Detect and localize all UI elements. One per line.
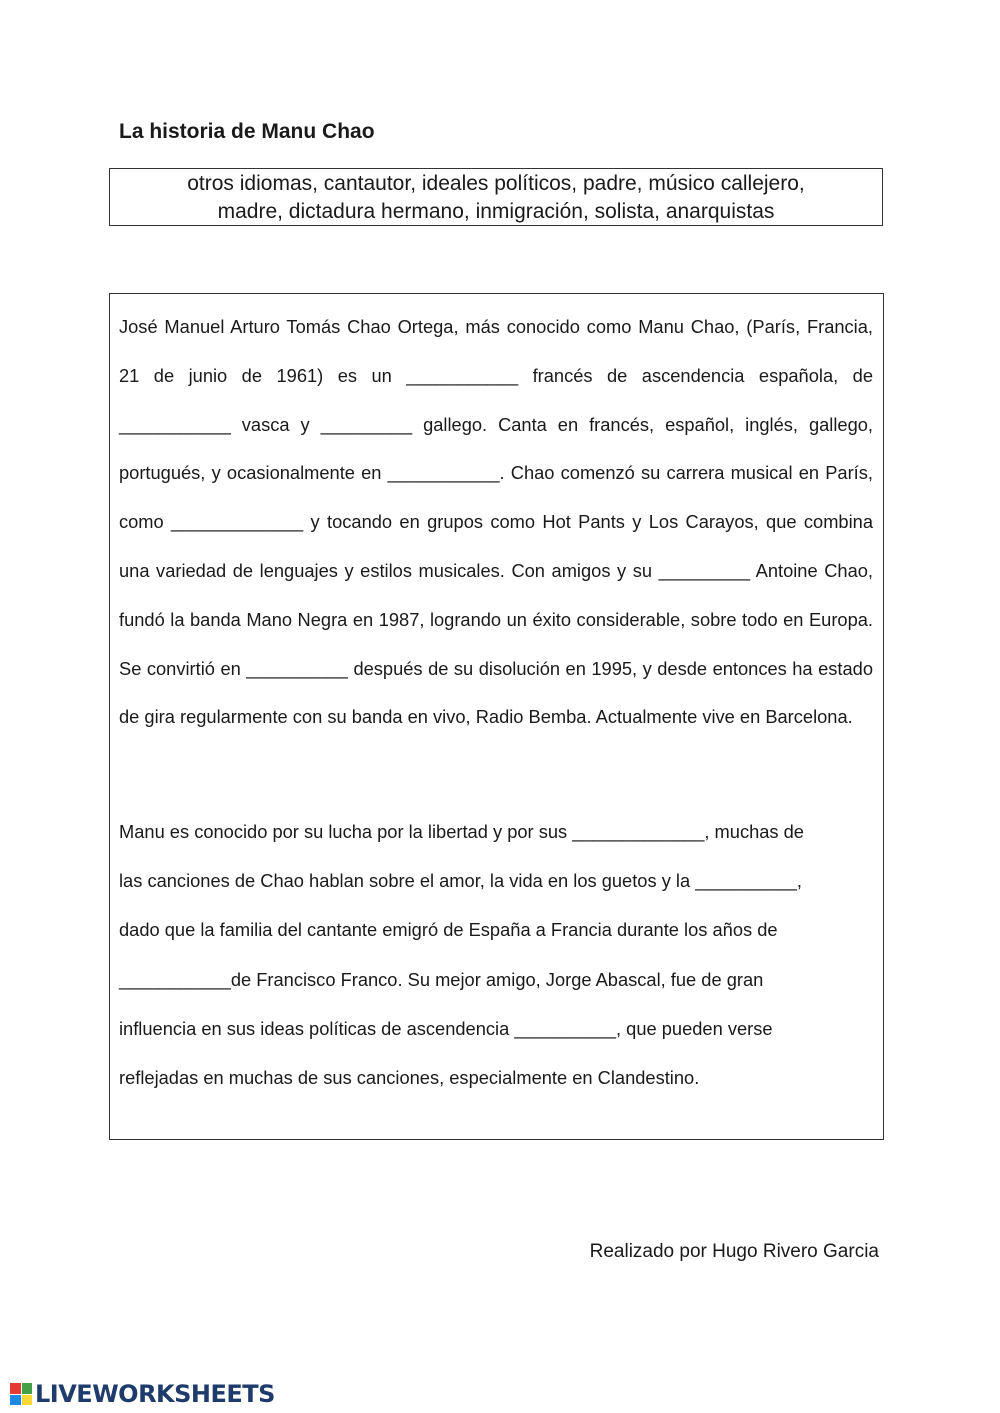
paragraph-line: dado que la familia del cantante emigró de España a Francia durante los años de xyxy=(119,919,778,941)
paragraph-1: José Manuel Arturo Tomás Chao Ortega, más conocido como Manu Chao, (París, Francia, 21 de junio de 1961) es un ___________ francés de ascendencia española, de ___________ vasca y _________ gallego. Canta en francés, español, inglés, gallego, portugués, y ocasionalmente en ___________. Chao comenzó su carrera musical en París, como _____________ y tocando en grupos como Hot Pants y Los Carayos, que combina una variedad de lenguajes y estilos musicales. Con amigos y su _________ Antoine Chao, fundó la banda Mano Negra en 1987, logrando un éxito considerable, sobre todo en Europa. Se convirtió en __________ después de su disolución en 1995, y desde entonces ha estado de gira regularmente con su banda en vivo, Radio Bemba. Actualmente vive en Barcelona. xyxy=(119,316,873,728)
worksheet-title: La historia de Manu Chao xyxy=(119,120,375,143)
liveworksheets-logo xyxy=(10,1381,275,1407)
paragraph-line: reflejadas en muchas de sus canciones, especialmente en Clandestino. xyxy=(119,1067,700,1089)
paragraph-line: ___________de Francisco Franco. Su mejor amigo, Jorge Abascal, fue de gran xyxy=(119,968,764,990)
paragraph-2 xyxy=(119,807,879,1102)
paragraph-line: influencia en sus ideas políticas de ascendencia __________, que pueden verse xyxy=(119,1017,773,1039)
word-bank-line: madre, dictadura hermano, inmigración, solista, anarquistas xyxy=(217,200,775,223)
reading-text-box xyxy=(109,293,884,1140)
author-signature: Realizado por Hugo Rivero Garcia xyxy=(589,1241,879,1262)
paragraph-line: las canciones de Chao hablan sobre el amor, la vida en los guetos y la __________, xyxy=(119,870,802,892)
liveworksheets-logo-icon xyxy=(10,1383,32,1405)
logo-text: LIVEWORKSHEETS xyxy=(35,1380,275,1408)
paragraph-line: Manu es conocido por su lucha por la libertad y por sus _____________, muchas de xyxy=(119,821,804,842)
word-bank-line: otros idiomas, cantautor, ideales políticos, padre, músico callejero, xyxy=(187,172,805,195)
word-bank-box xyxy=(109,168,883,226)
